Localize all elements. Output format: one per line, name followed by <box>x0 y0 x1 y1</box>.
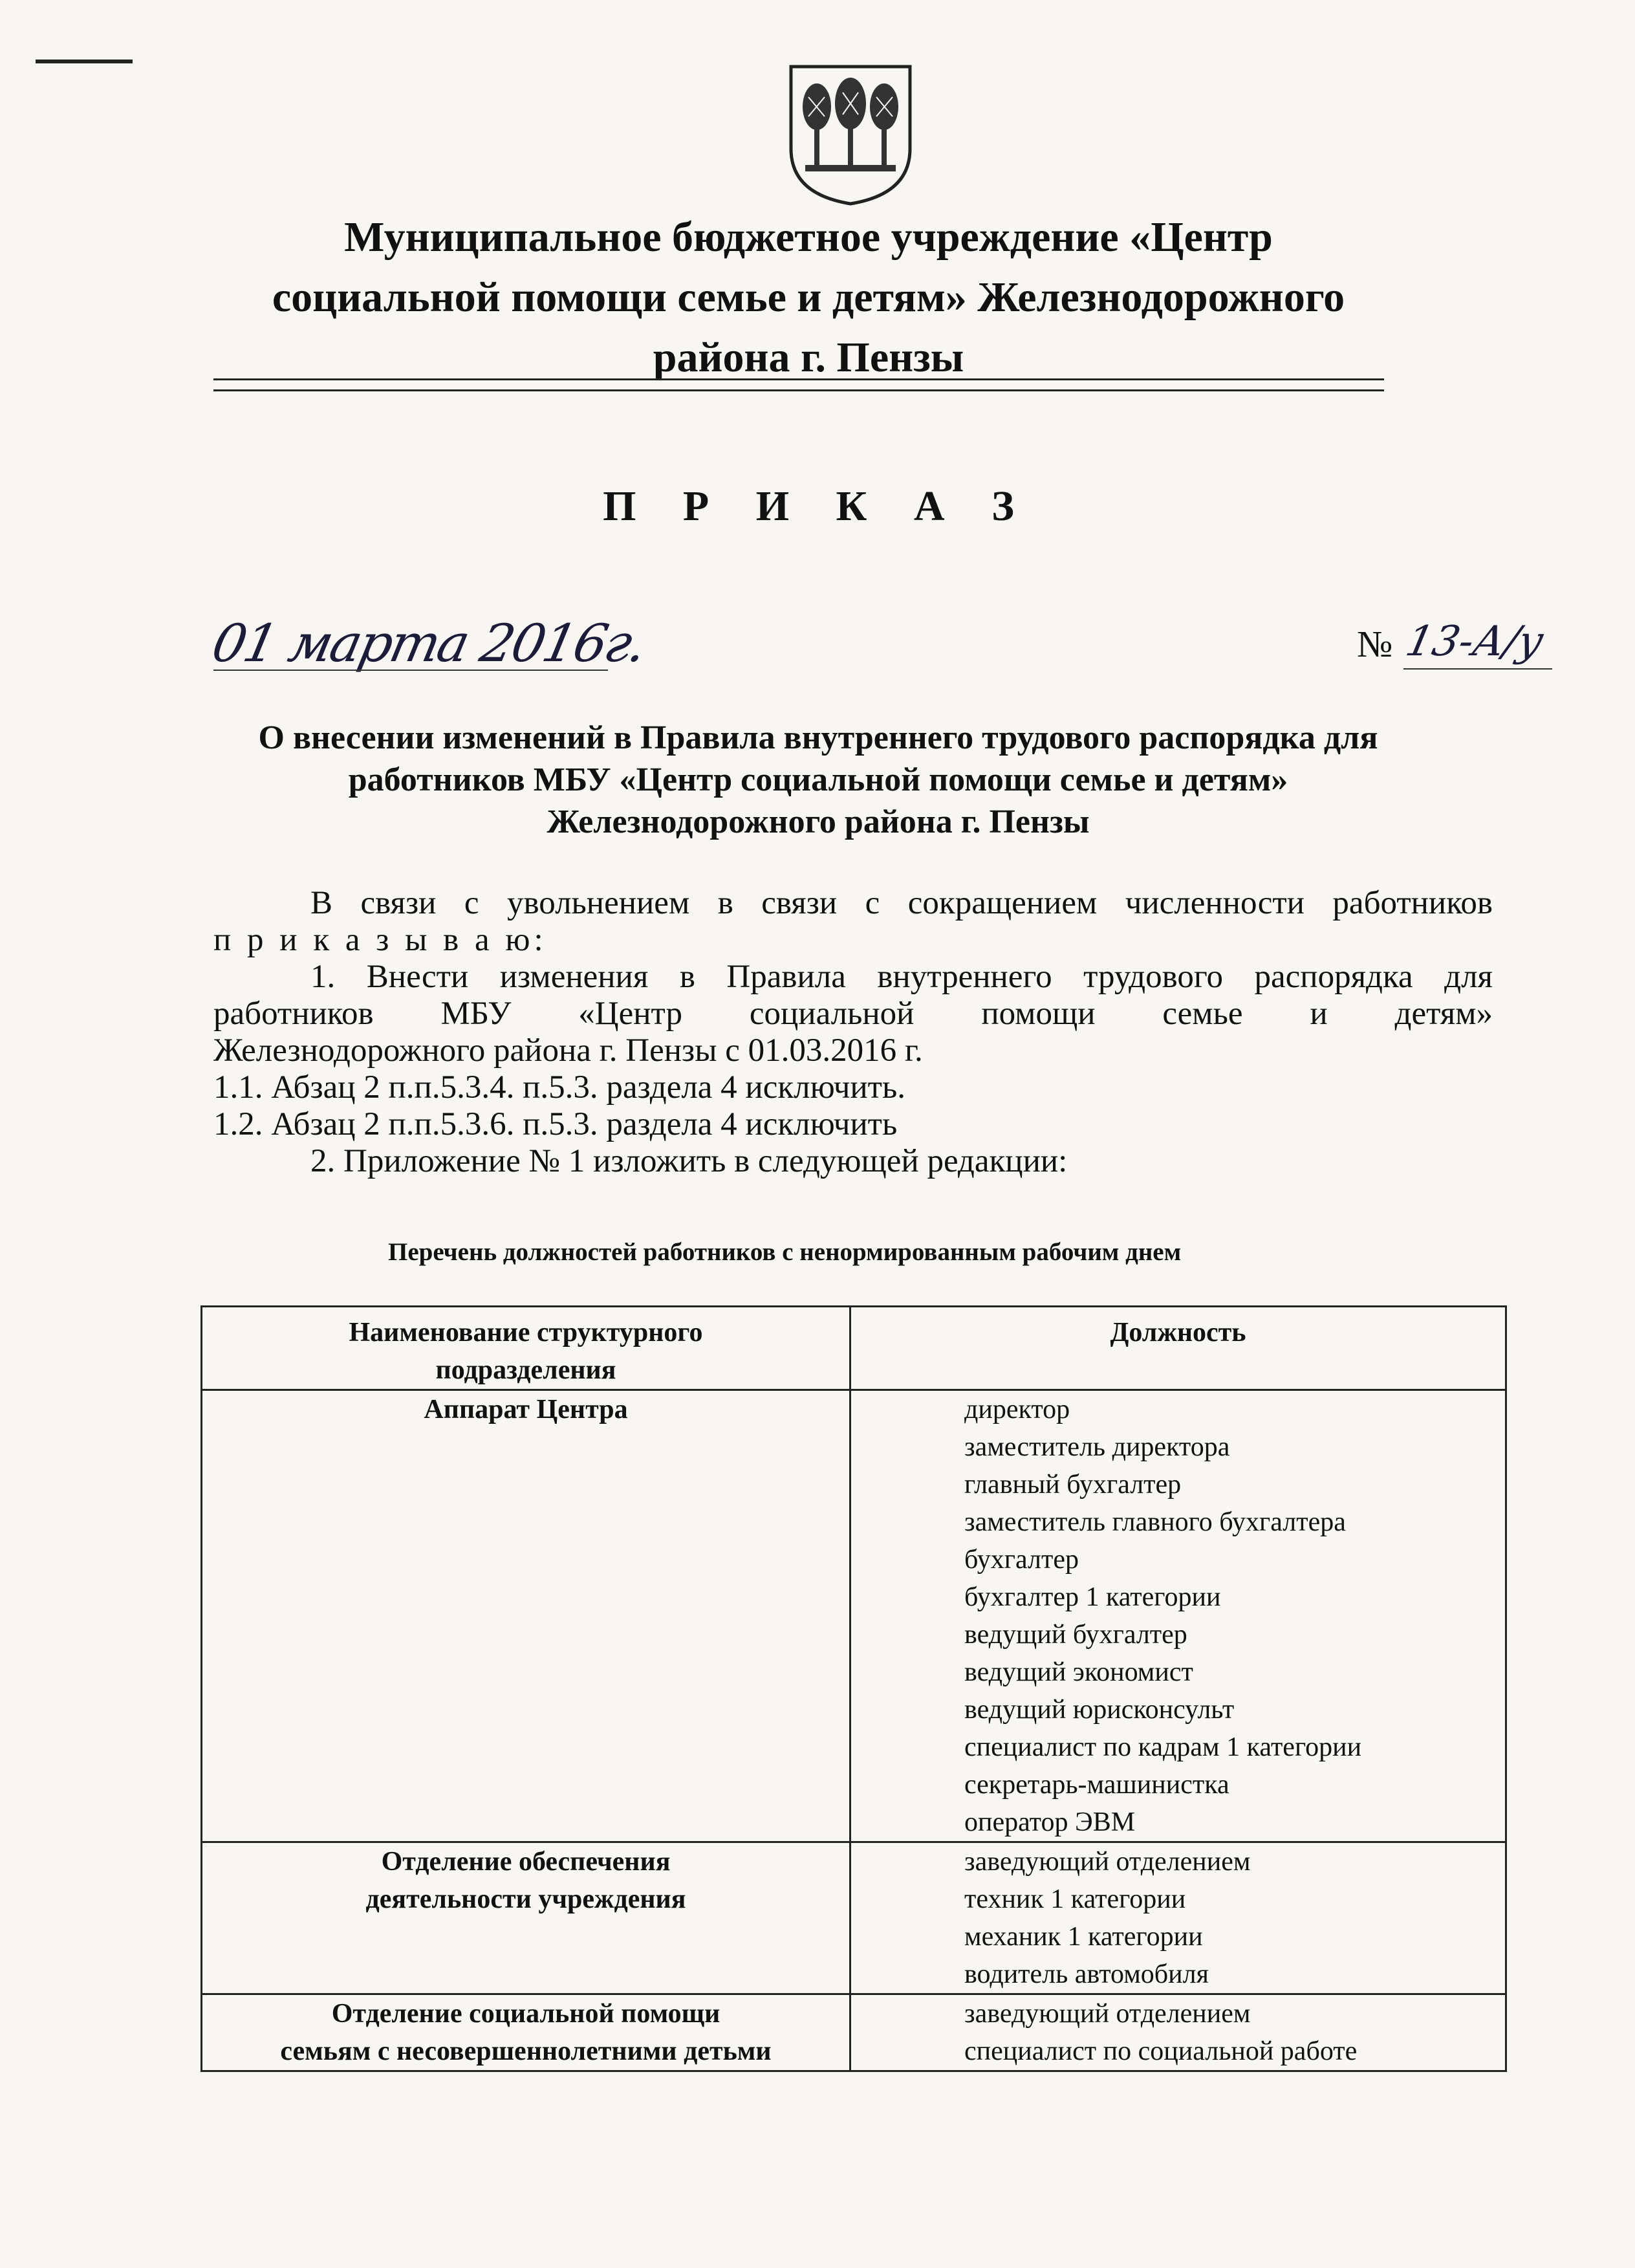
position-item: ведущий экономист <box>964 1657 1193 1687</box>
order-body <box>213 885 1493 1180</box>
position-item: секретарь-машинистка <box>964 1770 1229 1800</box>
coat-of-arms-icon <box>786 61 915 207</box>
division-cell <box>202 1842 850 1994</box>
order-number-label: № <box>1357 623 1393 665</box>
positions-cell <box>850 1842 1506 1994</box>
scan-mark <box>36 60 133 63</box>
organization-title <box>194 207 1423 387</box>
position-item: заместитель директора <box>964 1432 1230 1462</box>
subject-line: Железнодорожного района г. Пензы <box>547 803 1090 840</box>
header-line: Наименование структурного <box>349 1318 703 1347</box>
order-title: П Р И К А З <box>603 483 1032 530</box>
position-item: специалист по кадрам 1 категории <box>964 1732 1362 1762</box>
body-item: 1.1. Абзац 2 п.п.5.3.4. п.5.3. раздела 4 исключить. <box>213 1069 905 1106</box>
subject-line: О внесении изменений в Правила внутреннего трудового распорядка для <box>258 719 1378 756</box>
subject-line: работников МБУ «Центр социальной помощи семье и детям» <box>348 761 1288 798</box>
position-item: заведующий отделением <box>964 1999 1251 2029</box>
division-name: Отделение обеспечения <box>381 1847 671 1877</box>
table-header-row <box>202 1307 1506 1390</box>
order-date-handwritten: 01 марта 2016г. <box>207 613 651 673</box>
body-paragraph-line: работников МБУ «Центр социальной помощи семье и детям» <box>213 996 1493 1032</box>
position-item: оператор ЭВМ <box>964 1807 1136 1837</box>
position-item: ведущий юрисконсульт <box>964 1695 1235 1725</box>
table-header-division <box>202 1307 850 1390</box>
title-separator <box>213 378 1384 391</box>
position-item: механик 1 категории <box>964 1922 1203 1952</box>
division-cell <box>202 1390 850 1842</box>
body-paragraph-line: В связи с увольнением в связи с сокращением численности работников <box>310 885 1493 921</box>
organization-title-line: Муниципальное бюджетное учреждение «Центр <box>344 213 1273 261</box>
division-name: Отделение социальной помощи <box>331 1999 720 2029</box>
table-header-position: Должность <box>850 1307 1506 1390</box>
positions-table <box>200 1305 1507 2072</box>
body-order-word: п р и к а з ы в а ю: <box>213 922 547 958</box>
position-item: заместитель главного бухгалтера <box>964 1507 1346 1537</box>
positions-list-caption: Перечень должностей работников с ненормированным рабочим днем <box>388 1238 1182 1266</box>
body-paragraph-line: Железнодорожного района г. Пензы с 01.03.2016 г. <box>213 1032 923 1069</box>
body-paragraph-line: 1. Внести изменения в Правила внутреннего трудового распорядка для <box>310 959 1493 995</box>
positions-cell <box>850 1390 1506 1842</box>
division-name: Аппарат Центра <box>424 1395 628 1424</box>
position-item: директор <box>964 1395 1070 1424</box>
organization-title-line: района г. Пензы <box>653 334 964 381</box>
position-item: техник 1 категории <box>964 1884 1186 1914</box>
position-item: специалист по социальной работе <box>964 2036 1358 2066</box>
number-underline <box>1403 668 1552 670</box>
division-name: семьям с несовершеннолетними детьми <box>280 2036 772 2066</box>
division-cell <box>202 1994 850 2071</box>
table-row <box>202 1842 1506 1994</box>
position-item: бухгалтер 1 категории <box>964 1582 1221 1612</box>
order-number-handwritten: 13-А/у <box>1402 618 1548 666</box>
positions-cell <box>850 1994 1506 2071</box>
position-item: главный бухгалтер <box>964 1470 1182 1499</box>
position-item: водитель автомобиля <box>964 1959 1209 1989</box>
body-item: 1.2. Абзац 2 п.п.5.3.6. п.5.3. раздела 4 исключить <box>213 1106 898 1142</box>
date-underline <box>213 670 608 671</box>
order-subject <box>194 717 1442 843</box>
header-line: подразделения <box>435 1355 616 1385</box>
organization-title-line: социальной помощи семье и детям» Железнодорожного <box>272 274 1345 321</box>
position-item: заведующий отделением <box>964 1847 1251 1877</box>
position-item: бухгалтер <box>964 1545 1079 1575</box>
division-name: деятельности учреждения <box>365 1884 686 1914</box>
position-item: ведущий бухгалтер <box>964 1620 1187 1650</box>
table-row <box>202 1994 1506 2071</box>
table-row <box>202 1390 1506 1842</box>
body-item: 2. Приложение № 1 изложить в следующей редакции: <box>310 1143 1068 1179</box>
